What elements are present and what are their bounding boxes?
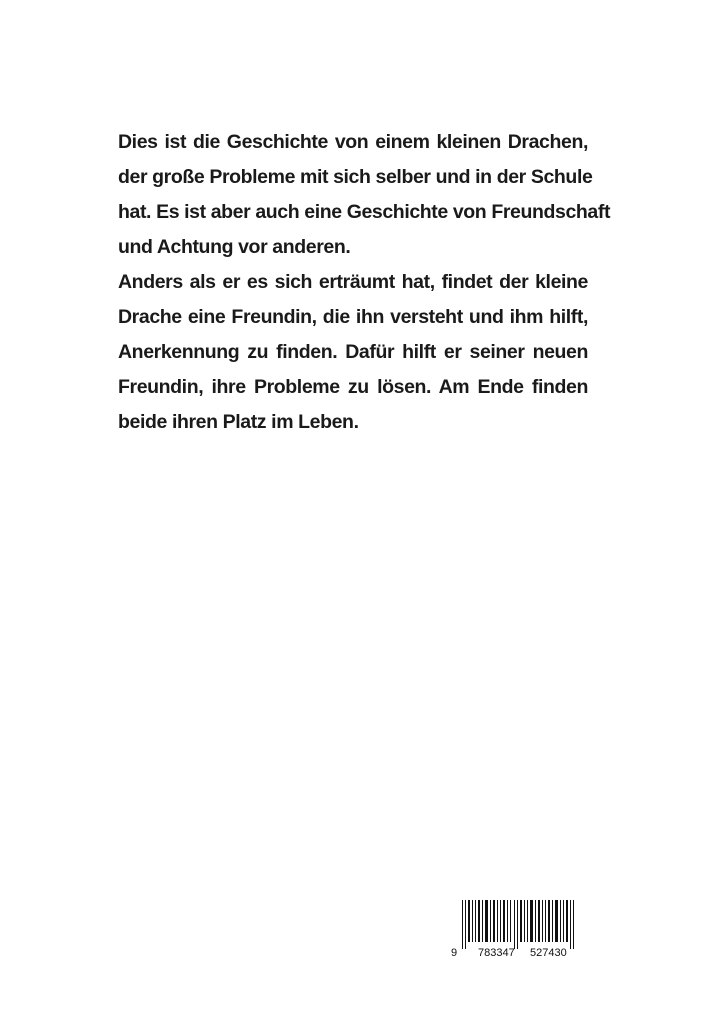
blurb-line: und Achtung vor anderen. [118,236,351,258]
barcode-prefix-digit: 9 [451,947,458,959]
barcode-bar [555,900,558,942]
barcode-bar [566,900,568,942]
barcode-bar [485,900,488,942]
barcode-right-digits: 527430 [530,947,567,959]
blurb-line: Drache eine Freundin, die ihn versteht und ihm hilft, [118,306,588,328]
barcode-bar [490,900,491,942]
isbn-barcode [448,898,590,960]
barcode-bar [538,900,540,942]
barcode-bar [500,900,501,942]
barcode-bar [527,900,528,942]
barcode-bar [560,900,561,942]
barcode-bar [542,900,543,942]
blurb-line: hat. Es ist aber auch eine Geschichte von Freundschaft [118,201,611,223]
blurb-line: Anders als er es sich erträumt hat, findet der kleine [118,271,588,293]
blurb-line: Freundin, ihre Probleme zu lösen. Am Ende finden [118,376,588,398]
barcode-bar [545,900,546,942]
barcode-bar [510,900,511,942]
barcode-bar [497,900,498,942]
barcode-bar [530,900,533,942]
barcode-bar [468,900,470,942]
barcode-left-digits: 783347 [478,947,515,959]
barcode-bar [517,900,518,949]
barcode-bar [493,900,495,942]
barcode-bar [514,900,515,949]
blurb-line: der große Probleme mit sich selber und in der Schule [118,166,593,188]
back-cover-blurb [118,125,611,440]
barcode-bar [475,900,476,942]
blurb-line: beide ihren Platz im Leben. [118,411,359,433]
barcode-bar [524,900,525,942]
barcode-bar [478,900,480,942]
blurb-line: Anerkennung zu finden. Dafür hilft er seiner neuen [118,341,588,363]
blurb-line: Dies ist die Geschichte von einem kleinen Drachen, [118,131,588,153]
barcode-bar [563,900,564,942]
barcode-bar [472,900,473,942]
barcode-graphic [448,898,590,960]
barcode-bar [535,900,536,942]
barcode-bar [462,900,463,949]
barcode-bar [552,900,553,942]
barcode-bar [548,900,550,942]
barcode-bar [465,900,466,949]
barcode-bar [573,900,574,949]
barcode-bar [503,900,505,942]
barcode-bar [482,900,483,942]
barcode-bar [570,900,571,949]
barcode-bars [462,900,574,949]
barcode-bar [520,900,522,942]
barcode-bar [507,900,508,942]
